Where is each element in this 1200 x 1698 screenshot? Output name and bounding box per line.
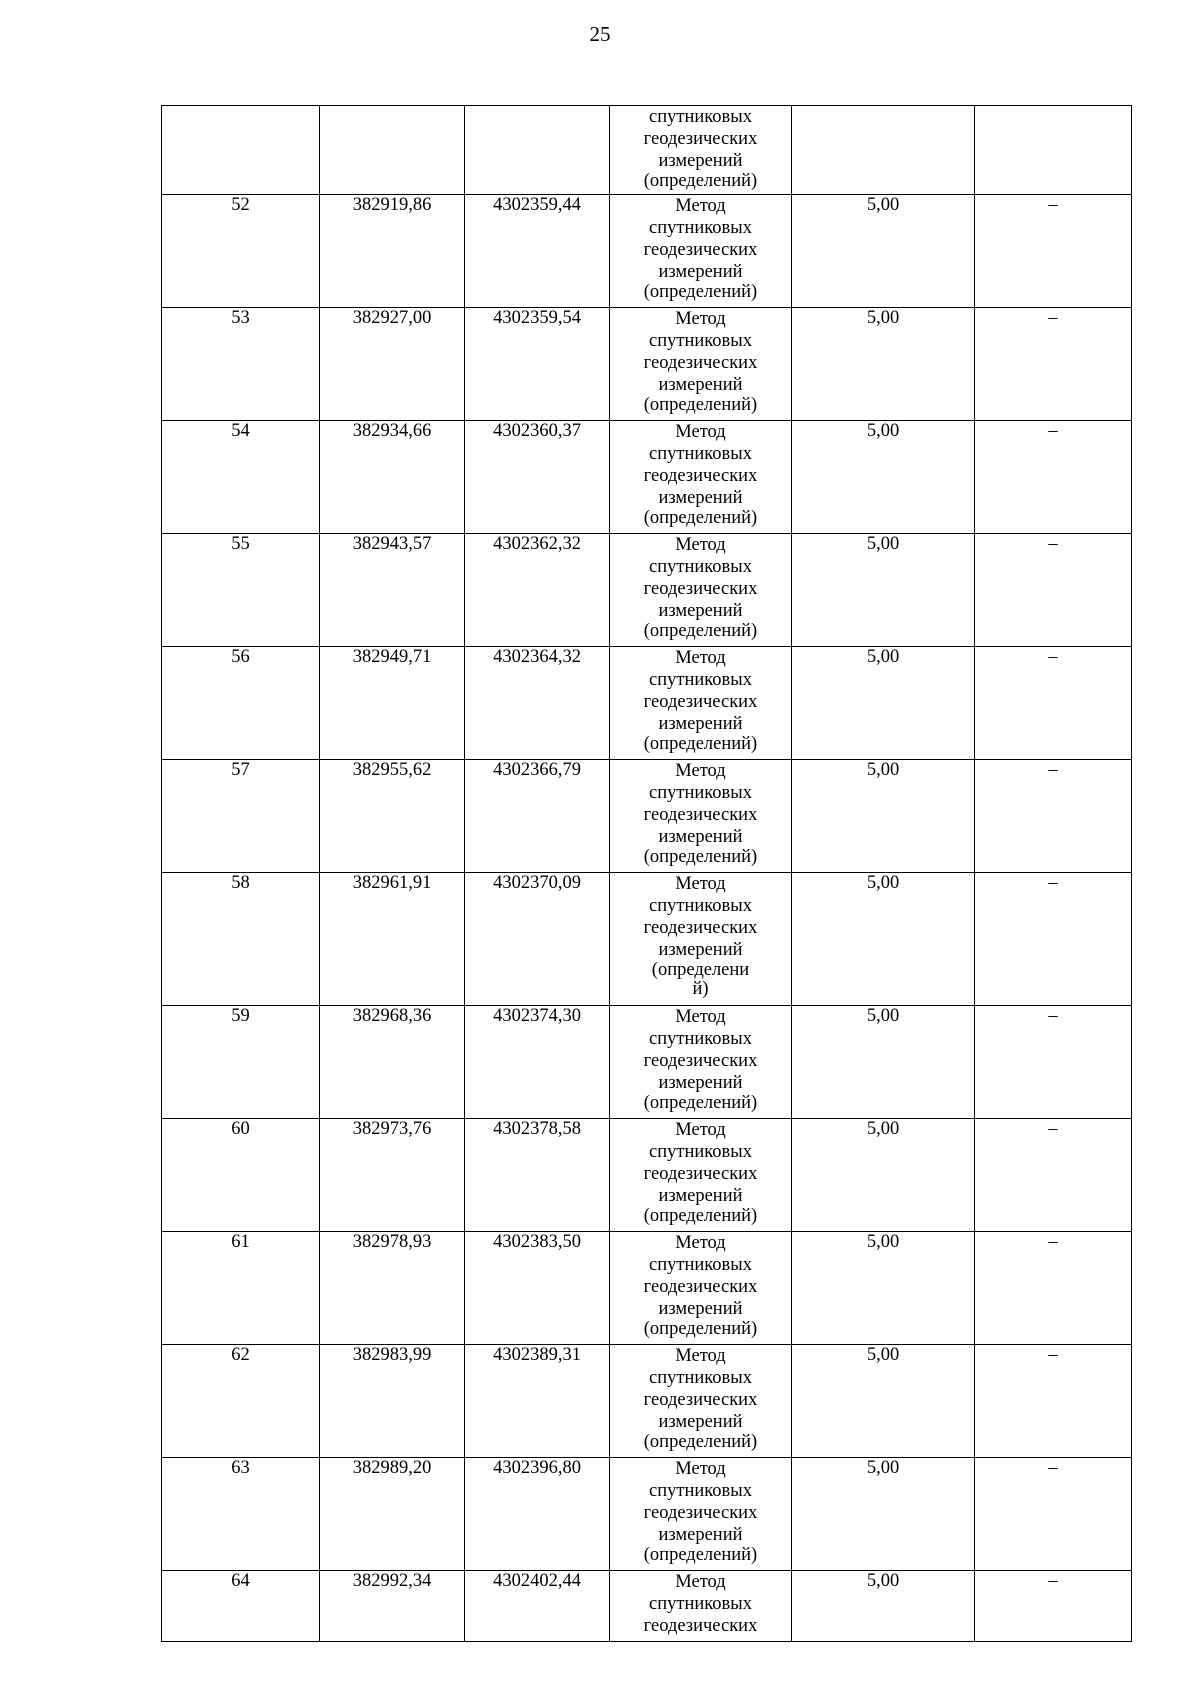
table-row xyxy=(162,421,1132,534)
method-line: спутниковых xyxy=(649,557,752,577)
method-line: геодезических xyxy=(643,240,758,260)
method-line: (определений) xyxy=(643,171,758,191)
cell-note: – xyxy=(975,308,1132,421)
method-text xyxy=(610,195,791,301)
cell-num: 57 xyxy=(162,760,320,873)
table-row xyxy=(162,1345,1132,1458)
method-line: спутниковых xyxy=(649,1255,752,1275)
method-line: Метод xyxy=(675,1572,726,1592)
method-text xyxy=(610,873,791,999)
method-line: й) xyxy=(692,979,709,999)
method-text xyxy=(610,534,791,640)
cell-x xyxy=(320,106,465,195)
method-line: Метод xyxy=(675,196,726,216)
method-line: спутниковых xyxy=(649,107,752,127)
cell-x: 382955,62 xyxy=(320,760,465,873)
method-line: Метод xyxy=(675,1459,726,1479)
method-text xyxy=(610,106,791,190)
cell-method xyxy=(610,534,792,647)
cell-method xyxy=(610,1119,792,1232)
table-row xyxy=(162,873,1132,1006)
cell-note: – xyxy=(975,760,1132,873)
method-line: геодезических xyxy=(643,805,758,825)
cell-num: 54 xyxy=(162,421,320,534)
cell-num: 56 xyxy=(162,647,320,760)
method-text xyxy=(610,1232,791,1338)
method-text xyxy=(610,1345,791,1451)
cell-note xyxy=(975,106,1132,195)
cell-note: – xyxy=(975,647,1132,760)
cell-error: 5,00 xyxy=(792,760,975,873)
method-text xyxy=(610,1458,791,1564)
cell-y: 4302359,54 xyxy=(465,308,610,421)
cell-num: 59 xyxy=(162,1006,320,1119)
cell-error xyxy=(792,106,975,195)
method-line: спутниковых xyxy=(649,1368,752,1388)
table-row xyxy=(162,760,1132,873)
method-line: спутниковых xyxy=(649,783,752,803)
method-line: измерений xyxy=(658,1299,743,1319)
cell-x: 382968,36 xyxy=(320,1006,465,1119)
method-line: Метод xyxy=(675,1233,726,1253)
cell-error: 5,00 xyxy=(792,308,975,421)
cell-x: 382934,66 xyxy=(320,421,465,534)
cell-y: 4302362,32 xyxy=(465,534,610,647)
method-line: измерений xyxy=(658,488,743,508)
method-line: Метод xyxy=(675,648,726,668)
method-text xyxy=(610,1006,791,1112)
method-line: геодезических xyxy=(643,579,758,599)
method-line: спутниковых xyxy=(649,670,752,690)
method-line: (определений) xyxy=(643,734,758,754)
method-line: Метод xyxy=(675,1346,726,1366)
method-line: Метод xyxy=(675,309,726,329)
method-line: (определений) xyxy=(643,1432,758,1452)
cell-num: 58 xyxy=(162,873,320,1006)
cell-x: 382978,93 xyxy=(320,1232,465,1345)
table-row xyxy=(162,534,1132,647)
cell-y: 4302378,58 xyxy=(465,1119,610,1232)
table-row xyxy=(162,647,1132,760)
method-line: спутниковых xyxy=(649,1594,752,1614)
cell-num: 61 xyxy=(162,1232,320,1345)
table-row xyxy=(162,1119,1132,1232)
method-line: спутниковых xyxy=(649,1029,752,1049)
cell-method xyxy=(610,647,792,760)
cell-method xyxy=(610,760,792,873)
cell-y: 4302402,44 xyxy=(465,1571,610,1642)
cell-method xyxy=(610,873,792,1006)
method-line: геодезических xyxy=(643,692,758,712)
table-row xyxy=(162,195,1132,308)
table-row xyxy=(162,308,1132,421)
method-line: (определений) xyxy=(643,1319,758,1339)
cell-note: – xyxy=(975,1006,1132,1119)
method-line: измерений xyxy=(658,827,743,847)
method-line: измерений xyxy=(658,375,743,395)
cell-y: 4302389,31 xyxy=(465,1345,610,1458)
cell-num: 62 xyxy=(162,1345,320,1458)
method-line: Метод xyxy=(675,761,726,781)
method-line: (определений) xyxy=(643,395,758,415)
cell-method xyxy=(610,1006,792,1119)
cell-method xyxy=(610,308,792,421)
method-line: спутниковых xyxy=(649,218,752,238)
cell-num: 60 xyxy=(162,1119,320,1232)
cell-y: 4302366,79 xyxy=(465,760,610,873)
method-line: спутниковых xyxy=(649,896,752,916)
cell-method xyxy=(610,106,792,195)
cell-note: – xyxy=(975,1571,1132,1642)
method-line: спутниковых xyxy=(649,444,752,464)
cell-y: 4302396,80 xyxy=(465,1458,610,1571)
cell-y: 4302370,09 xyxy=(465,873,610,1006)
cell-error: 5,00 xyxy=(792,1458,975,1571)
cell-y: 4302374,30 xyxy=(465,1006,610,1119)
cell-num: 55 xyxy=(162,534,320,647)
cell-note: – xyxy=(975,1119,1132,1232)
cell-note: – xyxy=(975,1345,1132,1458)
method-text xyxy=(610,308,791,414)
cell-method xyxy=(610,1345,792,1458)
cell-error: 5,00 xyxy=(792,1232,975,1345)
method-line: измерений xyxy=(658,714,743,734)
method-text xyxy=(610,1571,791,1637)
method-line: (определени xyxy=(651,960,750,980)
cell-y: 4302360,37 xyxy=(465,421,610,534)
cell-error: 5,00 xyxy=(792,421,975,534)
table-row xyxy=(162,1458,1132,1571)
method-line: геодезических xyxy=(643,1277,758,1297)
method-line: спутниковых xyxy=(649,1142,752,1162)
cell-num xyxy=(162,106,320,195)
cell-method xyxy=(610,195,792,308)
cell-note: – xyxy=(975,421,1132,534)
method-line: геодезических xyxy=(643,466,758,486)
method-line: геодезических xyxy=(643,1051,758,1071)
cell-x: 382989,20 xyxy=(320,1458,465,1571)
cell-note: – xyxy=(975,195,1132,308)
method-line: Метод xyxy=(675,422,726,442)
cell-x: 382961,91 xyxy=(320,873,465,1006)
cell-x: 382927,00 xyxy=(320,308,465,421)
method-line: Метод xyxy=(675,874,726,894)
method-line: геодезических xyxy=(643,1616,758,1636)
table-row xyxy=(162,1232,1132,1345)
method-text xyxy=(610,760,791,866)
cell-x: 382973,76 xyxy=(320,1119,465,1232)
cell-error: 5,00 xyxy=(792,1345,975,1458)
cell-x: 382919,86 xyxy=(320,195,465,308)
cell-error: 5,00 xyxy=(792,873,975,1006)
table-row-continuation xyxy=(162,106,1132,195)
cell-error: 5,00 xyxy=(792,1119,975,1232)
cell-note: – xyxy=(975,873,1132,1006)
cell-num: 64 xyxy=(162,1571,320,1642)
method-line: спутниковых xyxy=(649,331,752,351)
cell-note: – xyxy=(975,534,1132,647)
cell-note: – xyxy=(975,1232,1132,1345)
method-line: измерений xyxy=(658,262,743,282)
cell-x: 382943,57 xyxy=(320,534,465,647)
method-line: (определений) xyxy=(643,508,758,528)
cell-error: 5,00 xyxy=(792,647,975,760)
method-line: измерений xyxy=(658,1525,743,1545)
method-line: Метод xyxy=(675,1007,726,1027)
cell-method xyxy=(610,1232,792,1345)
cell-x: 382949,71 xyxy=(320,647,465,760)
method-line: геодезических xyxy=(643,129,758,149)
method-line: измерений xyxy=(658,601,743,621)
method-line: (определений) xyxy=(643,1545,758,1565)
method-line: измерений xyxy=(658,1073,743,1093)
cell-y: 4302359,44 xyxy=(465,195,610,308)
method-line: спутниковых xyxy=(649,1481,752,1501)
table-row xyxy=(162,1006,1132,1119)
cell-note: – xyxy=(975,1458,1132,1571)
method-line: измерений xyxy=(658,1412,743,1432)
cell-error: 5,00 xyxy=(792,195,975,308)
cell-num: 63 xyxy=(162,1458,320,1571)
method-line: геодезических xyxy=(643,353,758,373)
table-row xyxy=(162,1571,1132,1642)
cell-method xyxy=(610,1571,792,1642)
page-number: 25 xyxy=(589,22,611,46)
cell-y: 4302364,32 xyxy=(465,647,610,760)
cell-method xyxy=(610,421,792,534)
cell-x: 382983,99 xyxy=(320,1345,465,1458)
method-text xyxy=(610,1119,791,1225)
method-line: геодезических xyxy=(643,1503,758,1523)
cell-method xyxy=(610,1458,792,1571)
method-line: Метод xyxy=(675,535,726,555)
method-line: геодезических xyxy=(643,1390,758,1410)
cell-error: 5,00 xyxy=(792,534,975,647)
method-line: геодезических xyxy=(643,918,758,938)
coordinates-table xyxy=(161,105,1132,1642)
method-line: (определений) xyxy=(643,621,758,641)
method-text xyxy=(610,647,791,753)
cell-error: 5,00 xyxy=(792,1571,975,1642)
method-line: геодезических xyxy=(643,1164,758,1184)
method-line: измерений xyxy=(658,151,743,171)
method-line: измерений xyxy=(658,940,743,960)
method-line: измерений xyxy=(658,1186,743,1206)
coordinates-table-body xyxy=(162,106,1132,1642)
method-text xyxy=(610,421,791,527)
cell-y xyxy=(465,106,610,195)
method-line: Метод xyxy=(675,1120,726,1140)
cell-num: 53 xyxy=(162,308,320,421)
cell-num: 52 xyxy=(162,195,320,308)
method-line: (определений) xyxy=(643,1093,758,1113)
cell-y: 4302383,50 xyxy=(465,1232,610,1345)
method-line: (определений) xyxy=(643,1206,758,1226)
cell-x: 382992,34 xyxy=(320,1571,465,1642)
cell-error: 5,00 xyxy=(792,1006,975,1119)
method-line: (определений) xyxy=(643,847,758,867)
method-line: (определений) xyxy=(643,282,758,302)
